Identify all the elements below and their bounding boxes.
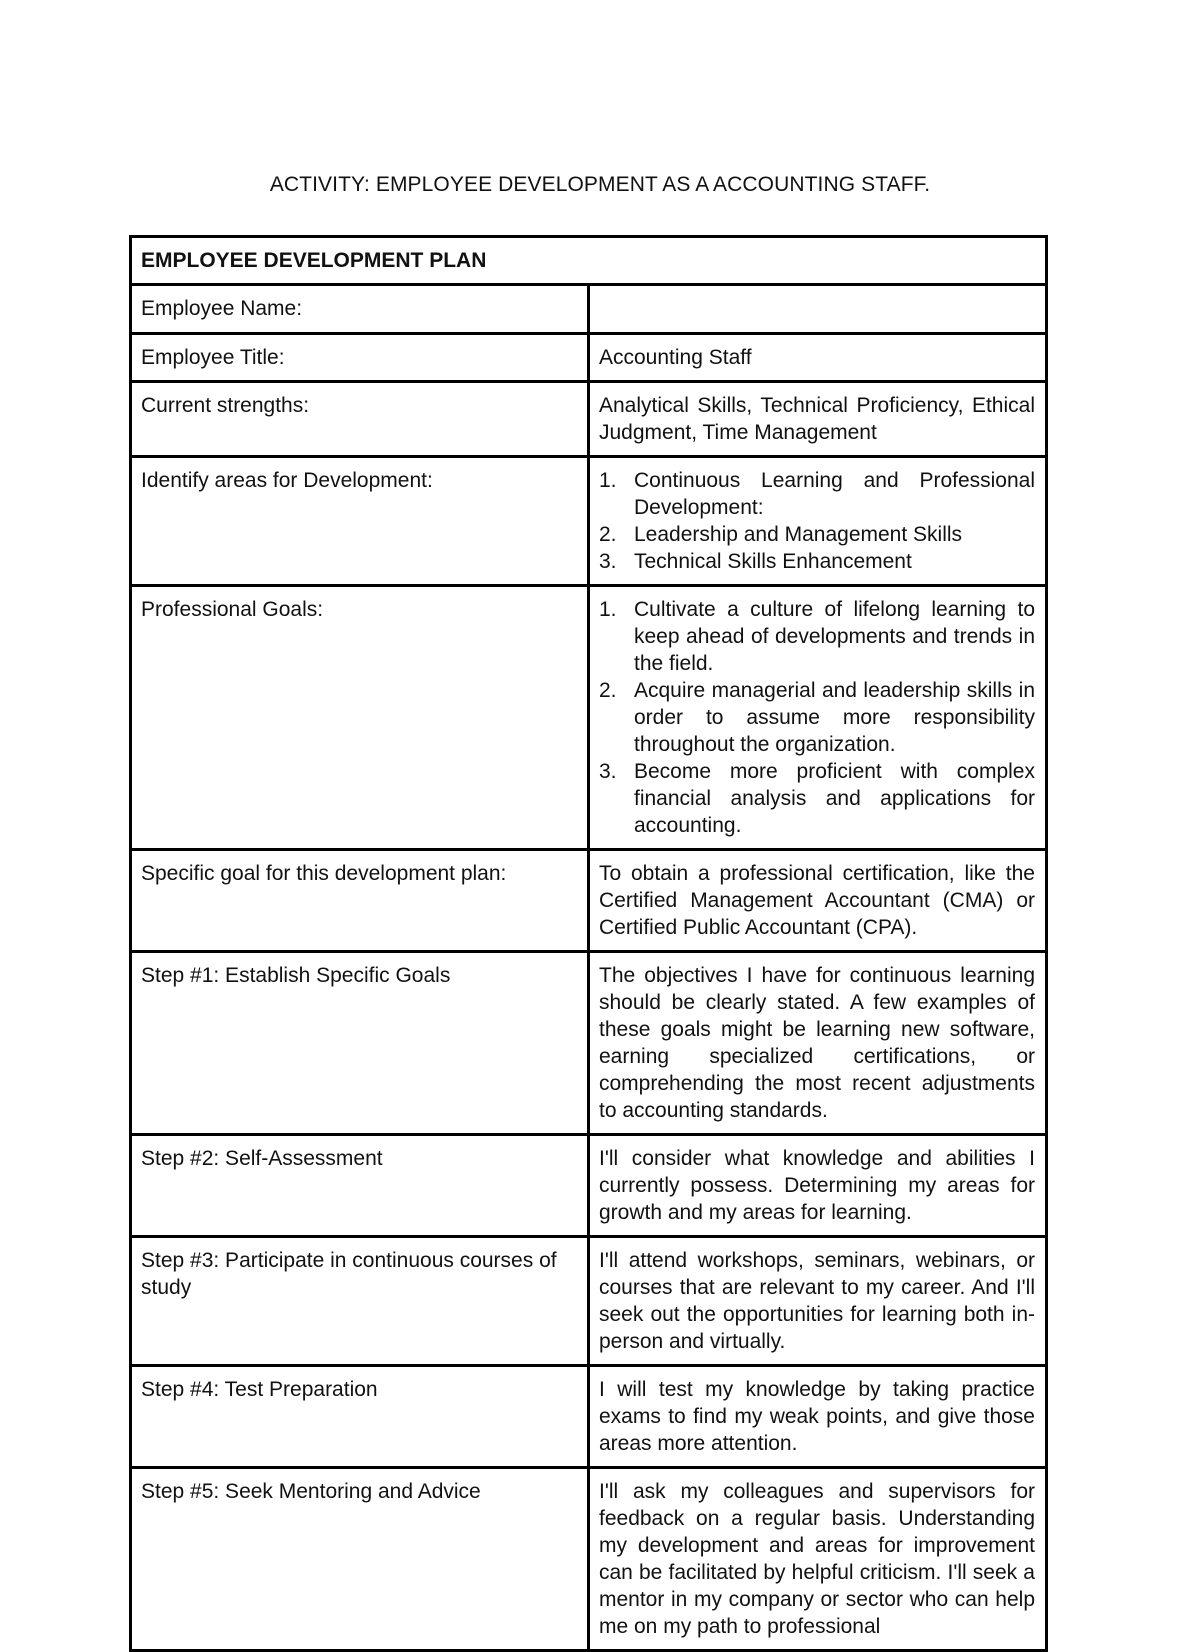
list-item: 1. Cultivate a culture of lifelong learning to keep ahead of developments and trends in the field. [599, 598, 1035, 675]
step4-value: I will test my knowledge by taking practice exams to find my weak points, and give those areas more attention. [589, 1366, 1047, 1468]
step4-label: Step #4: Test Preparation [131, 1366, 589, 1468]
areas-label: Identify areas for Development: [131, 457, 589, 586]
document-title: ACTIVITY: EMPLOYEE DEVELOPMENT AS A ACCOUNTING STAFF. [269, 173, 931, 196]
table-row [131, 1468, 1047, 1651]
strengths-label: Current strengths: [131, 382, 589, 457]
list-item: 2. Leadership and Management Skills [599, 523, 963, 546]
table-row [131, 850, 1047, 952]
table-row [131, 586, 1047, 850]
goals-list [599, 596, 1035, 839]
step2-value: I'll consider what knowledge and abilities I currently possess. Determining my areas for growth and my areas for learning. [589, 1135, 1047, 1237]
list-item: 2. Acquire managerial and leadership skills in order to assume more responsibility throughout the organization. [599, 679, 1035, 756]
list-item: 3. Become more proficient with complex financial analysis and applications for accounting. [599, 760, 1035, 837]
table-row [131, 285, 1047, 334]
employee-name-value [589, 285, 1047, 334]
list-item: 3. Technical Skills Enhancement [599, 550, 912, 573]
step3-value: I'll attend workshops, seminars, webinars, or courses that are relevant to my career. And I'll seek out the opportunities for learning both in-person and virtually. [589, 1237, 1047, 1366]
employee-title-value: Accounting Staff [589, 334, 1047, 382]
list-item: 1. Continuous Learning and Professional Development: [599, 469, 1035, 519]
table-row [131, 1237, 1047, 1366]
table-row [131, 382, 1047, 457]
areas-list [599, 467, 1035, 575]
step1-value: The objectives I have for continuous learning should be clearly stated. A few examples of these goals might be learning new software, earning specialized certifications, or comprehending the most recent adjustments to accounting standards. [589, 952, 1047, 1135]
goals-label: Professional Goals: [131, 586, 589, 850]
table-row [131, 334, 1047, 382]
specific-goal-value: To obtain a professional certification, like the Certified Management Accountant (CMA) or Certified Public Accountant (CPA). [589, 850, 1047, 952]
goals-value [589, 586, 1047, 850]
step5-value: I'll ask my colleagues and supervisors for feedback on a regular basis. Understanding my development and areas for improvement can be facilitated by helpful criticism. I'll seek a mentor in my company or sector who can help me on my path to professional [589, 1468, 1047, 1651]
employee-title-label: Employee Title: [131, 334, 589, 382]
employee-name-label: Employee Name: [131, 285, 589, 334]
table-row [131, 1135, 1047, 1237]
step2-label: Step #2: Self-Assessment [131, 1135, 589, 1237]
specific-goal-label: Specific goal for this development plan: [131, 850, 589, 952]
development-plan-table [129, 235, 1048, 1652]
strengths-value: Analytical Skills, Technical Proficiency, Ethical Judgment, Time Management [589, 382, 1047, 457]
table-row [131, 952, 1047, 1135]
table-header-row [131, 237, 1047, 285]
step1-label: Step #1: Establish Specific Goals [131, 952, 589, 1135]
plan-heading: EMPLOYEE DEVELOPMENT PLAN [131, 237, 1047, 285]
table-row [131, 1366, 1047, 1468]
areas-value [589, 457, 1047, 586]
step3-label: Step #3: Participate in continuous courses of study [131, 1237, 589, 1366]
step5-label: Step #5: Seek Mentoring and Advice [131, 1468, 589, 1651]
table-row [131, 457, 1047, 586]
